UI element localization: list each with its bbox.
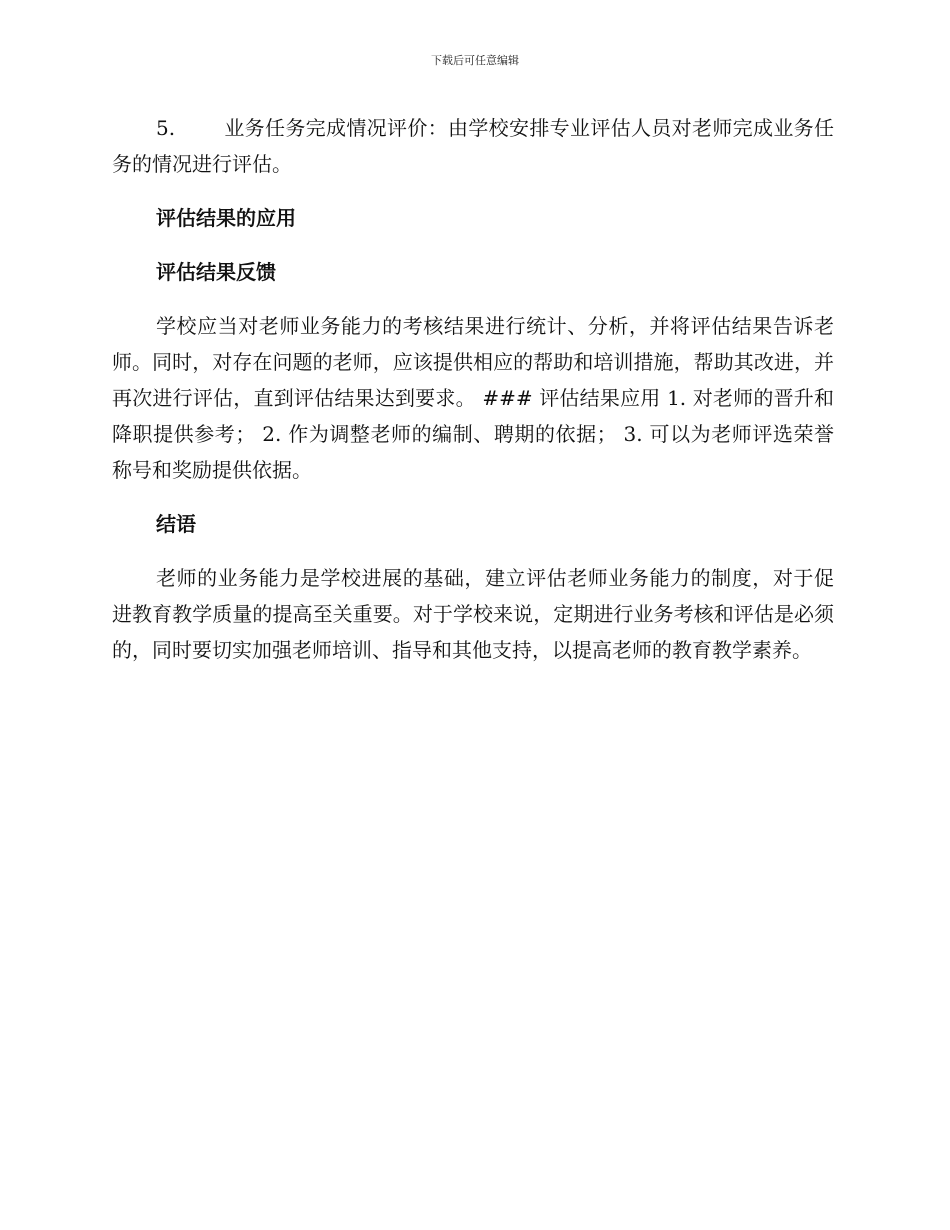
heading-conclusion: 结语 — [156, 512, 196, 536]
list-item-text: 业务任务完成情况评价：由学校安排专业评估人员对老师完成业务任务的情况进行评估。 — [112, 116, 834, 176]
list-item-5 — [112, 110, 834, 182]
heading-application: 评估结果的应用 — [156, 206, 296, 230]
list-item-number: 5. — [156, 116, 176, 140]
paragraph-conclusion: 老师的业务能力是学校进展的基础，建立评估老师业务能力的制度，对于促进教育教学质量的提高至关重要。对于学校来说，定期进行业务考核和评估是必须的，同时要切实加强老师培训、指导和其他支持，以提高老师的教育教学素养。 — [112, 566, 834, 662]
heading-feedback: 评估结果反馈 — [156, 260, 276, 284]
paragraph-feedback: 学校应当对老师业务能力的考核结果进行统计、分析，并将评估结果告诉老师。同时，对存在问题的老师，应该提供相应的帮助和培训措施，帮助其改进，并再次进行评估，直到评估结果达到要求。 ### 评估结果应用 1. 对老师的晋升和降职提供参考； 2. 作为调整老师的编制、聘期的依据； 3. 可以为老师评选荣誉称号和奖励提供依据。 — [112, 314, 834, 482]
document-body — [112, 110, 834, 668]
page-header: 下载后可任意编辑 — [431, 54, 519, 67]
